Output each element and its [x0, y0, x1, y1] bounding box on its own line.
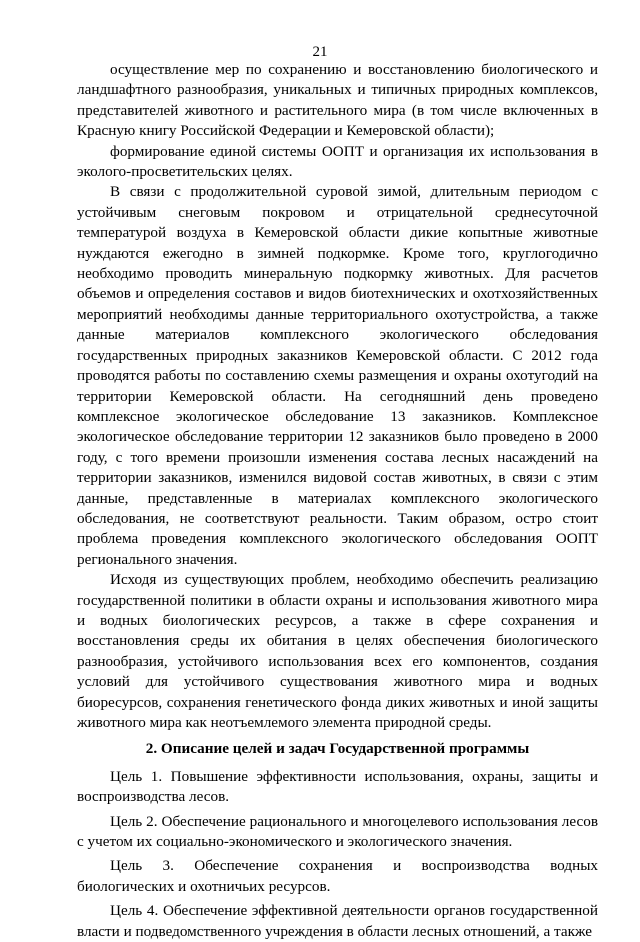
goal-item: Цель 2. Обеспечение рационального и многоцелевого использования лесов с учетом их социально-экономического и экологического значения. — [77, 812, 598, 851]
section-heading: 2. Описание целей и задач Государственной программы — [145, 740, 530, 758]
paragraph-winter-feeding: В связи с продолжительной суровой зимой, длительным периодом с устойчивым снеговым покровом и отрицательной среднесуточной температурой воздуха в Кемеровской области дикие копытные животные нуждаются ежегодно в зимней подкормке. Кроме того, круглогодично необходимо проводить минеральную подкормку животных. Для расчетов объемов и определения составов и видов биотехнических и охотхозяйственных мероприятий необходимы данные территориального охотустройства, а также данные материалов комплексного экологического обследования государственных природных заказников Кемеровской области. С 2012 года проводятся работы по составлению схемы размещения и охраны охотугодий на территории Кемеровской области. На сегодняшний день проведено комплексное экологическое обследование 13 заказников. Комплексное экологическое обследование территории 12 заказников было проведено в 2000 году, с того времени произошли изменения состава лесных насаждений на территории заказников, изменился видовой состав животных, в связи с этим данные, представленные в материалах комплексного экологического обследования, не соответствуют реальности. Таким образом, остро стоит проблема проведения комплексного экологического обследования ООПТ регионального значения. — [77, 183, 598, 568]
goal-item: Цель 4. Обеспечение эффективной деятельности органов государственной власти и подведомственного учреждения в области лесных отношений, а также — [77, 902, 598, 940]
paragraph-oopt-system: формирование единой системы ООПТ и организация их использования в эколого-просветительских целях. — [77, 142, 598, 181]
paragraph-conservation-measures: осуществление мер по сохранению и восстановлению биологического и ландшафтного разнообразия, уникальных и типичных природных комплексов, представителей животного и растительного мира (в том числе включенных в Красную книгу Российской Федерации и Кемеровской области); — [77, 61, 598, 140]
page-number: 21 — [312, 44, 328, 60]
document-body — [77, 60, 598, 942]
paragraph-state-policy: Исходя из существующих проблем, необходимо обеспечить реализацию государственной политики в области охраны и использования животного мира и водных биологических ресурсов, а также в сфере сохранения и восстановления среды их обитания в целях обеспечения биологического разнообразия, устойчивого использования всех его компонентов, создания условий для устойчивого существования животного мира и водных биоресурсов, сохранения генетического фонда диких животных и иной защиты животного мира как неотъемлемого элемента природной среды. — [77, 571, 598, 731]
goal-item: Цель 3. Обеспечение сохранения и воспроизводства водных биологических и охотничьих ресурсов. — [77, 857, 598, 895]
goal-item: Цель 1. Повышение эффективности использования, охраны, защиты и воспроизводства лесов. — [77, 767, 598, 806]
